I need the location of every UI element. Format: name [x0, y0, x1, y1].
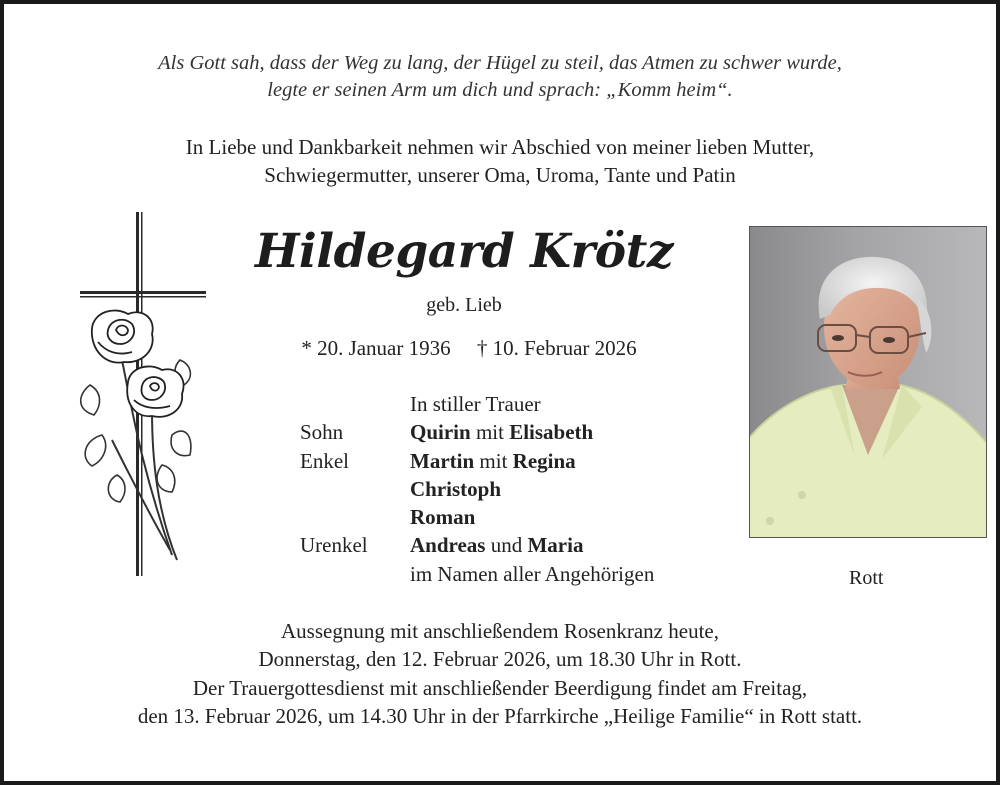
mourner-name: Roman [410, 505, 476, 530]
mourner-name: Maria [527, 533, 584, 558]
mourner-row [300, 475, 654, 503]
mourner-row [300, 531, 654, 559]
deceased-name: Hildegard Krötz [254, 224, 674, 279]
mourner-name: Christoph [410, 476, 502, 501]
mourner-relation [300, 475, 410, 503]
place-name: Rott [849, 567, 884, 589]
mourner-name: Andreas [410, 533, 486, 558]
mourner-relation: Enkel [300, 448, 349, 473]
mourner-names [410, 503, 475, 531]
service-line: Aussegnung mit anschließendem Rosenkranz heute, [281, 619, 719, 643]
mourner-rows [300, 418, 654, 559]
mourner-name: Martin [410, 448, 475, 473]
mourners-list [300, 390, 654, 588]
mourners-closing-row [300, 560, 654, 588]
portrait-photo [749, 226, 987, 538]
maiden-name: geb. Lieb [426, 294, 502, 316]
mourner-names [410, 447, 576, 475]
mourner-names [410, 475, 501, 503]
service-info [4, 617, 996, 730]
mourner-name: Quirin [410, 420, 471, 445]
mourner-row [300, 503, 654, 531]
mourner-connector: und [485, 533, 528, 558]
intro-text [4, 133, 996, 189]
mourner-name: Elisabeth [509, 420, 594, 445]
mourner-relation: Urenkel [300, 533, 368, 558]
mourners-heading: In stiller Trauer [410, 392, 541, 416]
mourner-relation: Sohn [300, 420, 344, 445]
service-line: Der Trauergottesdienst mit anschließender Beerdigung findet am Freitag, [192, 675, 808, 700]
mourner-row [300, 418, 654, 446]
service-line: den 13. Februar 2026, um 14.30 Uhr in der Pfarrkirche „Heilige Familie“ in Rott statt. [137, 703, 863, 728]
mourner-connector: mit [474, 448, 513, 473]
intro-line: In Liebe und Dankbarkeit nehmen wir Abschied von meiner lieben Mutter, [185, 135, 815, 159]
mourner-relation [300, 503, 410, 531]
mourners-heading-row [300, 390, 654, 418]
mourner-names [410, 531, 583, 559]
verse-line: legte er seinen Arm um dich und sprach: „Komm heim“. [267, 79, 733, 101]
mourner-names [410, 418, 593, 446]
life-dates: * 20. Januar 1936 † 10. Februar 2026 [301, 336, 637, 360]
cross-with-roses-icon [72, 210, 212, 584]
verse [4, 50, 996, 104]
service-line: Donnerstag, den 12. Februar 2026, um 18.30 Uhr in Rott. [258, 647, 742, 672]
verse-line: Als Gott sah, dass der Weg zu lang, der Hügel zu steil, das Atmen zu schwer wurde, [158, 52, 842, 74]
mourner-row [300, 447, 654, 475]
intro-line: Schwiegermutter, unserer Oma, Uroma, Tante und Patin [264, 163, 736, 187]
mourner-connector: mit [470, 420, 510, 445]
portrait-illustration [750, 227, 986, 537]
mourners-closing: im Namen aller Angehörigen [410, 561, 655, 586]
mourner-name: Regina [512, 448, 576, 473]
